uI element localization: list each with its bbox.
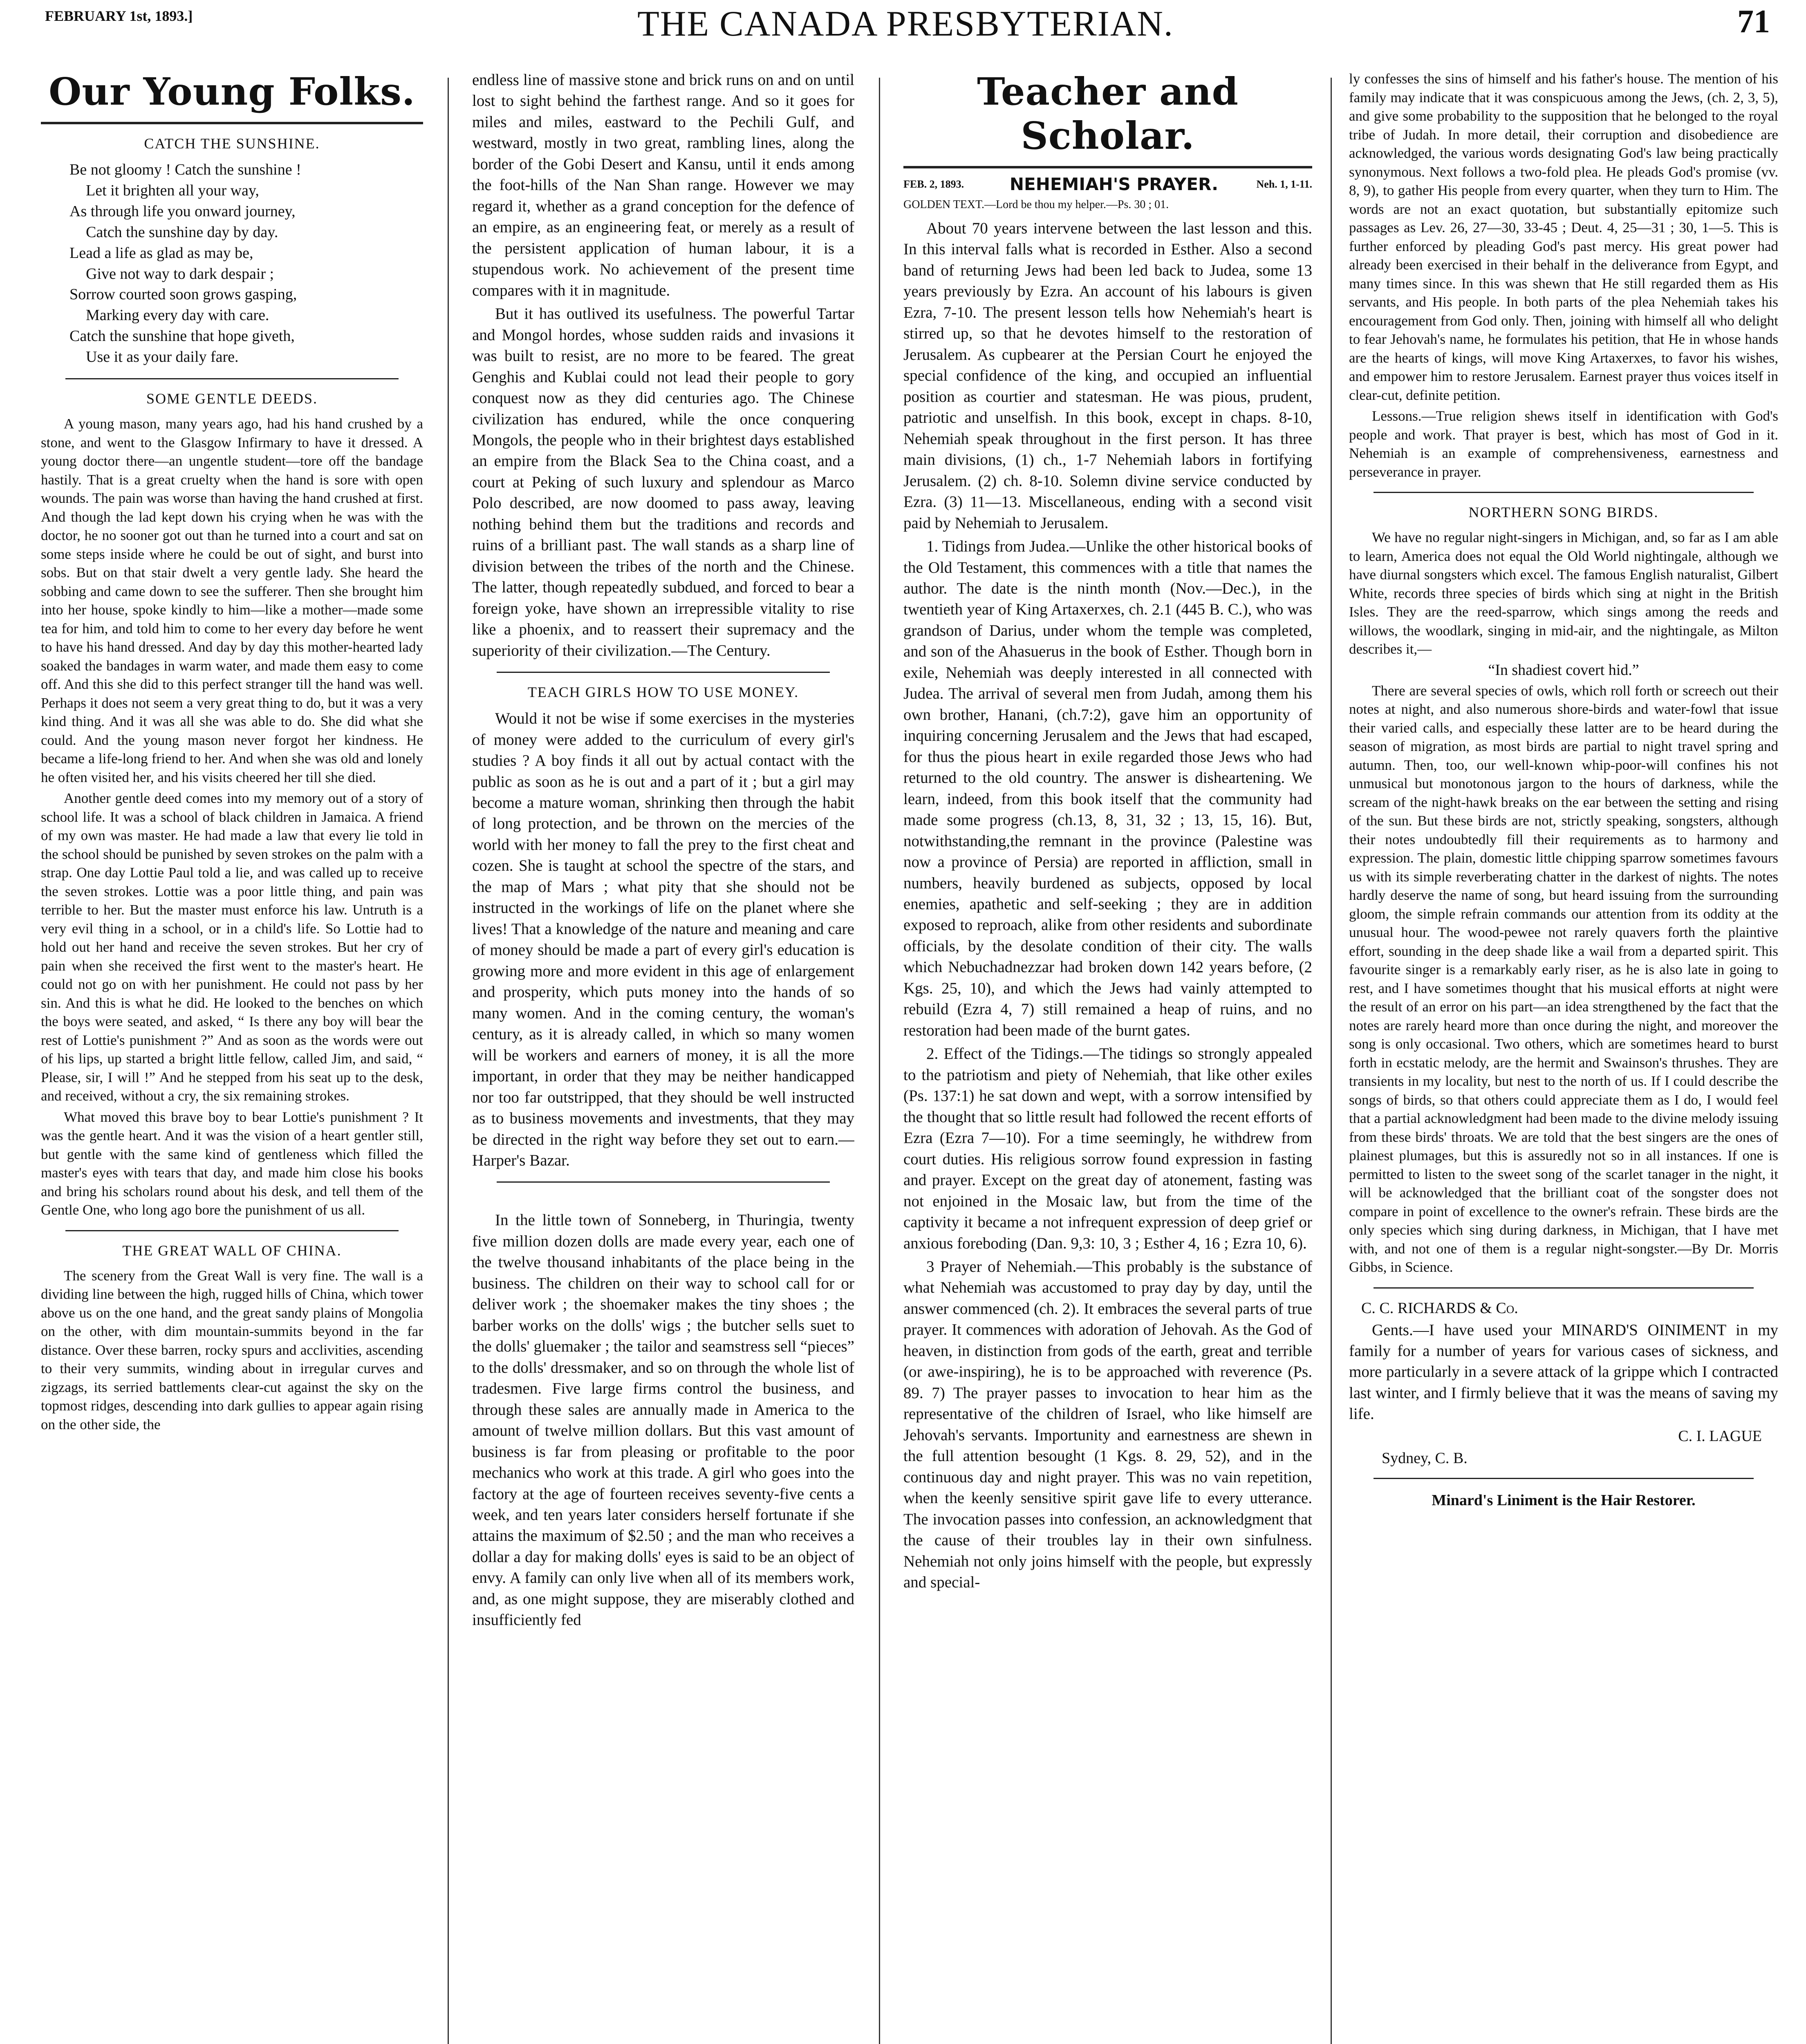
paragraph: Would it not be wise if some exercises in the mysteries of money were added to the curriculum of every girl's studies ? A boy finds it all out by actual contact with the public as soon as he is out and a part of it ; but a girl may become a mature woman, shrinking then through the habit of long protection, and be thrown on the mercies of the world with her money to fall the prey to the first cheat and cozen. She is taught at school the spectre of the stars, and the map of Mars ; what pity that she should not be instructed in the workings of life on the planet where she lives! That a knowledge of the nature and meaning and care of money should be made a part of every girl's education is growing more and more evident in this age of enlargement and prosperity, which puts money into the hands of so many women. And in the coming century, the woman's century, as it is already called, in which so many women will be workers and earners of money, it is all the more important, in order that they may be neither handicapped nor too far outstripped, that they should be well instructed as to business movements and investments, that they may be directed in the right way before they set out to earn.—Harper's Bazar. [472,710,854,1169]
paragraph: 1. Tidings from Judea.—Unlike the other historical books of the Old Testament, this commences with a title that names the author. The date is the ninth month (Nov.—Dec.), in the twentieth year of King Artaxerxes, ch. 2.1 (445 B. C.), who was grandson of Darius, under whom the temple was completed, and son of the Ahasuerus in the book of Esther. Though born in exile, Nehemiah was deeply interested in all connected with Judea. The arrival of several men from Judah, among them his own brother, Hanani, (ch.7:2), gave him an opportunity of inquiring concerning Jerusalem and the Jews that had escaped, for thus the pious heart in exile regarded those Jews who had returned to the old country. The answer is disheartening. We learn, indeed, from this book itself that the community had made some progress (ch.13, 8, 31, 32 ; 13, 15, 16). But, notwithstanding,the remnant in the province (Palestine was now a province of Persia) are reported in affliction, small in numbers, heavily burdened as subjects, opposed by local enemies, apathetic and self-seeking ; they are in addition exposed to reproach, alike from other residents and subordinate officials, by the desolate condition of their city. The walls which Nebuchadnezzar had broken down 142 years before, (2 Kgs. 25, 10), and which the Jews had vainly attempted to rebuild (Ezra 4, 7) still remained a heap of ruins, and no restoration had been made of the burnt gates. [903,538,1312,1039]
quotation: “In shadiest covert hid.” [1488,661,1639,679]
divider [1374,1287,1754,1289]
poem-line: Sorrow courted soon grows gasping, [69,286,297,303]
divider [1374,492,1754,493]
column-rule [1331,78,1332,2044]
poem-line: Catch the sunshine day by day. [86,223,278,241]
article-title: SOME GENTLE DEEDS. [146,390,318,407]
poem-line: Let it brighten all your way, [86,182,259,199]
divider [497,672,830,673]
section-heading-teacher-scholar: Teacher and Scholar. [977,69,1239,158]
divider [65,378,399,379]
issue-date: FEBRUARY 1st, 1893.] [45,8,193,24]
lesson-reference: Neh. 1, 1-11. [1256,178,1312,190]
divider [41,122,423,124]
paragraph: What moved this brave boy to bear Lottie's punishment ? It was the gentle heart. And it was the vision of a heart gentler still, but gentle with the same kind of gentleness which filled the master's eyes with tears that day, and made him close his books and bring his scholars round about his desk, and tell them of the Gentle One, who long ago bore the punishment of us all. [41,1109,423,1218]
lesson-date: FEB. 2, 1893. [903,178,964,190]
paragraph: But it has outlived its usefulness. The powerful Tartar and Mongol hordes, whose sudden raids and invasions it was built to resist, are no more to be feared. The great Genghis and Kublai could not lead their people to gory conquest now as they did centuries ago. The Chinese civilization has endured, while the once conquering Mongols, the people who in their brightest days established an empire from the Black Sea to the China coast, and a court at Peking of such luxury and splendour as Marco Polo described, are now doomed to pass away, leaving nothing behind them but the traditions and records and ruins of a brilliant past. The wall stands as a sharp line of division between the tribes of the north and the Chinese. The latter, though repeatedly subdued, and forced to bear a foreign yoke, have shown an irrepressible vitality to rise like a phoenix, and to reassert their supremacy and the superiority of their civilization.—The Century. [472,305,854,659]
ad-place: Sydney, C. B. [1382,1449,1468,1467]
paragraph: About 70 years intervene between the last lesson and this. In this interval falls what is recorded in Esther. Also a second band of returning Jews had been led back to Judea, some 13 years previously by Ezra. An account of his labours is given Ezra, 7-10. The present lesson tells how Nehemiah's heart is stirred up, so that he devotes himself to the restoration of Jerusalem. As cupbearer at the Persian Court he enjoyed the special confidence of the king, and occupied an influential position as courtier and statesman. He was pious, prudent, patriotic and unselfish. In this book, except in chaps. 8-10, Nehemiah speak throughout in the first person. It has three main divisions, (1) ch., 1-7 Nehemiah labors in fortifying Jerusalem. (2) ch. 8-10. Solemn divine service conducted by Ezra. (3) 11—13. Miscellaneous, ending with a second visit paid by Nehemiah to Jerusalem. [903,220,1312,532]
minard-advert: Minard's Liniment is the Hair Restorer. [1432,1491,1696,1509]
column-1 [41,69,423,2044]
section-heading-young-folks: Our Young Folks. [49,69,415,114]
paragraph: endless line of massive stone and brick runs on and on until lost to sight behind the farthest range. And so it goes for miles and miles, eastward to the Pechili Gulf, and westward, mostly in two great, rambling lines, along the border of the Gobi Desert and Kansu, until it ends among the foot-hills of the Nan Shan range. However we may regard it, whether as a grand conception for the defence of an empire, as an engineering feat, or merely as a result of the persistent application of human labour, it is a stupendous work. No achievement of the present time compares with it in magnitude. [472,71,854,299]
paragraph: ly confesses the sins of himself and his father's house. The mention of his family may indicate that it was conspicuous among the Jews, (ch. 2, 3, 5), and give some probability to the supposition that he belonged to the royal tribe of Judah. In more detail, their corruption and disobedience are acknowledged, the various words designating God's law being practically synonymous. Next follows a two-fold plea. He pleads God's promise (vv. 8, 9), to gather His people from every quarter, when they turn to Him. The words are not an exact quotation, but substantially epitomize such passages as Lev. 26, 27—30, 33-45 ; Deut. 4, 25—31 ; 30, 1—5. This is further enforced by pleading God's past mercy. His great power had already been exercised in their behalf in the deliverance from Egypt, and many times since. In this was shewn that He still regarded them as His servants, and His people. In both parts of the plea Nehemiah takes his encouragement from God only. Then, joining with himself all who delight to fear Jehovah's name, he formulates his petition, that He in whose hands are the hearts of kings, will move King Artaxerxes, to favor his wishes, and empower him to restore Jerusalem. Earnest prayer thus voices itself in clear-cut, definite petition. [1349,71,1778,403]
poem-line: Give not way to dark despair ; [86,265,274,282]
lesson-title: NEHEMIAH'S PRAYER. [1009,174,1219,194]
paragraph: There are several species of owls, which roll forth or screech out their notes at night, and also numerous shore-birds and water-fowl that issue their varied calls, and especially these latter are to be heard during the season of migration, as most birds are partial to night travel spring and autumn. Then, too, our well-known whip-poor-will confines his not unmusical but monotonous jargon to the hours of darkness, while the scream of the night-hawk breaks on the ear between the setting and rising of the sun. But these birds are not, strictly speaking, songsters, although their notes undoubtedly fill their requirements as to harmony and expression. The plain, domestic little chipping sparrow sometimes favours us with its simple reverberating chatter in the darkest of nights. The notes hardly deserve the name of song, but heard issuing from the surrounding gloom, the simple refrain commands our attention from its oddity at the unusual hour. The wood-pewee not rarely quavers forth the plaintive effort, sounding in the deep shade like a wail from a departed spirit. This favourite singer is a remarkably early riser, as he is also late in going to rest, and I have sometimes thought that his musical efforts at night were the result of an error on his part—an idea strengthened by the fact that the notes are rarely heard more than once during the night, and moreover the song is only occasional. Two others, which are sometimes heard to burst forth in ecstatic melody, are the hermit and Swainson's thrushes. They are transients in my locality, but nest to the north of us. If I could describe the songs of birds, so that others could appreciate them as I do, I would feel that a partial acknowledgment had been made to the divine melody issuing from these birds' throats. We are told that the best singers are the ones of plainest plumages, but this is assuredly not so in all instances. If one is permitted to listen to the sweet song of the scarlet tanager in the night, it will be acknowledged that the brilliant coat of the songster does not compare in point of excellence to the owner's refrain. These birds are the only species which sing during darkness, in Michigan, that I have met with, and not one of them is a regular night-songster.—By Dr. Morris Gibbs, in Science. [1349,682,1778,1275]
column-2 [472,69,854,2044]
paragraph: We have no regular night-singers in Michigan, and, so far as I am able to learn, America does not equal the Old World nightingale, although we have diurnal songsters which excel. The famous English naturalist, Gilbert White, records three species of birds which sing at night in the British Isles. They are the reed-sparrow, which sings among the reeds and willows, the woodlark, singing in mid-air, and the nightingale, as Milton describes it,— [1349,529,1778,657]
golden-text: GOLDEN TEXT.—Lord be thou my helper.—Ps. 30 ; 01. [903,198,1169,211]
ad-signer: C. I. LAGUE [1678,1427,1762,1445]
poem-line: Lead a life as glad as may be, [69,244,253,262]
paragraph: In the little town of Sonneberg, in Thuringia, twenty five million dozen dolls are made every year, each one of the twelve thousand inhabitants of the place being in the business. The children on their way to school call for or deliver work ; the shoemaker makes the tiny shoes ; the barber works on the dolls' wigs ; the butcher sells suet to the dolls' gluemaker ; the tailor and seamstress sell “pieces” to the dolls' dressmaker, and so on through the whole list of tradesmen. Five large firms control the business, and through these sales are annually made in America to the amount of twelve million dollars. But this vast amount of business is far from pleasing or profitable to the poor mechanics who work at this trade. A girl who goes into the factory at the age of fourteen receives seventy-five cents a week, and ten years later considers herself fortunate if she attains the maximum of $2.50 ; and the man who receives a dollar a day for making dolls' eyes is said to be an object of envy. A family can only live when all of its members work, and, as one might suppose, they are miserably clothed and insufficiently fed [472,1211,854,1629]
column-rule [448,78,449,2044]
column-rule [879,78,880,2044]
poem [69,159,423,368]
poem-line: Marking every day with care. [86,307,269,324]
article-title: CATCH THE SUNSHINE. [144,135,320,152]
ad-body: Gents.—I have used your MINARD'S OINIMENT in my family for a number of years for various cases of sickness, and more particularly in a severe attack of la grippe which I contracted last winter, and I firmly believe that it was the means of saving my life. [1349,1321,1778,1423]
paragraph: Another gentle deed comes into my memory out of a story of school life. It was a school of black children in Jamaica. A friend of my own was master. He had made a law that every lie told in the school should be punished by seven strokes on the palm with a strap. One day Lottie Paul told a lie, and was called up to receive the seven strokes. Lottie was a poor little thing, and pain was terrible to her. But the master must enforce his law. Untruth is a very evil thing in a school, or in a child's life. So Lottie had to hold out her hand and receive the seven strokes. But her cry of pain when she received the first went to the master's heart. He could not go on with her punishment. He could not pass by her sin. And this is what he did. He looked to the benches on which the boys were seated, and asked, “ Is there any boy will bear the rest of Lottie's punishment ?” And as soon as the words were out of his lips, up started a bright little fellow, called Jim, and said, “ Please, sir, I will !” And he stepped from his seat up to the desk, and received, without a cry, the six remaining strokes. [41,790,423,1104]
divider [65,1230,399,1231]
newspaper-title: THE CANADA PRESBYTERIAN. [637,4,1174,44]
poem-line: As through life you onward journey, [69,202,296,220]
article-title: TEACH GIRLS HOW TO USE MONEY. [527,684,799,701]
article-title: NORTHERN SONG BIRDS. [1468,504,1659,520]
divider [903,166,1312,168]
page-header [37,0,1774,61]
poem-line: Catch the sunshine that hope giveth, [69,327,295,345]
ad-addressee: C. C. RICHARDS & Co. [1361,1299,1518,1317]
column-4 [1349,69,1778,2044]
paragraph: A young mason, many years ago, had his hand crushed by a stone, and went to the Glasgow Infirmary to have it dressed. A young doctor there—an ungentle student—tore off the bandage hastily. That is a great cruelty when the hand is sore with open wounds. The pain was worse than having the hand crushed at first. And though the lad kept down his crying when he was with the doctor, he no sooner got out than he turned into a court and sat on some steps inside where he could be out of sight, and burst into sobs. But on that stair dwelt a very gentle lady. She heard the sobbing and came down to see the sufferer. Then she brought him into her house, spoke kindly to him—like a mother—made some tea for him, and told him to come to her every day before he went to have his hand dressed. And day by day this mother-hearted lady soaked the bandages in warm water, and made them easy to come off. And this she did to this perfect stranger till the hand was well. Perhaps it does not seem a very great thing to do, but it was a very kind thing. And it was all she was able to do. She did what she could. And the young mason never forgot her kindness. He became a life-long friend to her. And when she was old and lonely he often visited her, and his visits cheered her till she died. [41,416,423,785]
poem-line: Use it as your daily fare. [86,348,239,366]
divider [497,1181,830,1183]
column-3 [903,69,1312,2044]
paragraph: 3 Prayer of Nehemiah.—This probably is the substance of what Nehemiah was accustomed to pray day by day, until the answer commenced (ch. 2). It embraces the several parts of true prayer. It commences with adoration of Jehovah. As the God of heaven, in distinction from gods of the earth, great and terrible (or awe-inspiring), he is to be approached with reverence (Ps. 89. 7) The prayer passes to invocation to hear him as the representative of the children of Israel, who like himself are Jehovah's servants. Importunity and earnestness are shewn in the full attention besought (1 Kgs. 8. 29, 52), and in the continuous day and night prayer. This was no vain repetition, when the keenly sensitive spirit gave life to every utterance. The invocation passes into confession, an acknowledgment that the cause of their troubles lay in their own sinfulness. Nehemiah not only joins himself with the people, but expressly and special- [903,1257,1312,1591]
lesson-header [903,174,1312,194]
paragraph: 2. Effect of the Tidings.—The tidings so strongly appealed to the patriotism and piety of Nehemiah, that like other exiles (Ps. 137:1) he sat down and wept, with a sorrow intensified by the thought that so little result had followed the recent efforts of Ezra (Ezra 7—10). For a time seemingly, he withdrew from court duties. His religious sorrow found expression in fasting and prayer. Except on the great day of atonement, fasting was not enjoined in the Mosaic law, but from the time of the captivity it became a not infrequent expression of deep grief or anxious foreboding (Dan. 9,3: 10, 3 ; Esther 4, 16 ; Ezra 10, 6). [903,1045,1312,1252]
page-number: 71 [1737,4,1770,40]
poem-line: Be not gloomy ! Catch the sunshine ! [69,161,301,178]
paragraph: The scenery from the Great Wall is very fine. The wall is a dividing line between the high, rugged hills of China, which tower above us on the one hand, and the great sandy plains of Mongolia on the other, with dim mountain-summits beyond in the far distance. Over these barren, rocky spurs and acclivities, ascending to their very summits, winding about in irregular curves and zigzags, its serried battlements clear-cut against the sky on the topmost ridges, descending into dark gullies to appear again rising on the other side, the [41,1267,423,1432]
paragraph: Lessons.—True religion shews itself in identification with God's people and work. That prayer is best, which has most of God in it. Nehemiah is an example of comprehensiveness, earnestness and perseverance in prayer. [1349,408,1778,480]
divider [1374,1478,1754,1479]
article-title: THE GREAT WALL OF CHINA. [122,1242,342,1259]
